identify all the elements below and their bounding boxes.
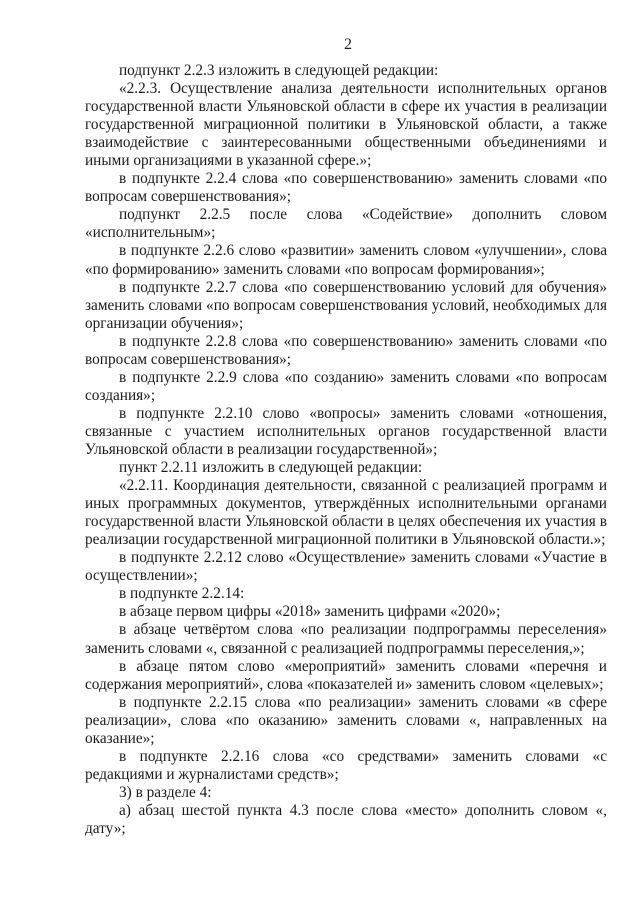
paragraph: в подпункте 2.2.8 слова «по совершенствованию» заменить словами «по вопросам совершенствования»;	[85, 332, 607, 368]
paragraph: «2.2.11. Координация деятельности, связанной с реализацией программ и иных программных документов, утверждённых исполнительными органами государственной власти Ульяновской области в целях обеспечения их участия в реализации государственной миграционной политики в Ульяновской области.»;	[85, 477, 607, 549]
document-body	[85, 62, 607, 838]
paragraph: в подпункте 2.2.9 слова «по созданию» заменить словами «по вопросам создания»;	[85, 368, 607, 404]
document-page	[85, 0, 607, 838]
paragraph: 3) в разделе 4:	[119, 783, 212, 801]
paragraph: в абзаце первом цифры «2018» заменить цифрами «2020»;	[119, 603, 501, 621]
paragraph: пункт 2.2.11 изложить в следующей редакции:	[119, 459, 423, 477]
page-number: 2	[344, 36, 352, 53]
paragraph: в подпункте 2.2.4 слова «по совершенствованию» заменить словами «по вопросам совершенствования»;	[85, 170, 607, 206]
paragraph: в подпункте 2.2.15 слова «по реализации» заменить словами «в сфере реализации», слова «по оказанию» заменить словами «, направленных на оказание»;	[85, 693, 607, 747]
paragraph: подпункт 2.2.5 после слова «Содействие» дополнить словом «исполнительным»;	[85, 206, 607, 242]
paragraph: в подпункте 2.2.12 слово «Осуществление» заменить словами «Участие в осуществлении»;	[85, 549, 607, 585]
paragraph: в подпункте 2.2.16 слова «со средствами» заменить словами «с редакциями и журналистами средств»;	[85, 747, 607, 783]
paragraph: в подпункте 2.2.10 слово «вопросы» заменить словами «отношения, связанные с участием исполнительных органов государственной власти Ульяновской области в реализации государственной»;	[85, 404, 607, 458]
paragraph: в абзаце пятом слово «мероприятий» заменить словами «перечня и содержания мероприятий», слова «показателей и» заменить словом «целевых»;	[85, 657, 607, 693]
paragraph: в абзаце четвёртом слова «по реализации подпрограммы переселения» заменить словами «, связанной с реализацией подпрограммы переселения,»;	[85, 621, 607, 657]
paragraph: в подпункте 2.2.7 слова «по совершенствованию условий для обучения» заменить словами «по вопросам совершенствования условий, необходимых для организации обучения»;	[85, 278, 607, 332]
paragraph: «2.2.3. Осуществление анализа деятельности исполнительных органов государственной власти Ульяновской области в сфере их участия в реализации государственной миграционной политики в Ульяновской области, а также взаимодействие с заинтересованными общественными объединениями и иными организациями в указанной сфере.»;	[85, 80, 607, 170]
paragraph: а) абзац шестой пункта 4.3 после слова «место» дополнить словом «, дату»;	[85, 801, 607, 837]
paragraph: в подпункте 2.2.6 слово «развитии» заменить словом «улучшении», слова «по формированию» заменить словами «по вопросам формирования»;	[85, 242, 607, 278]
paragraph: в подпункте 2.2.14:	[119, 585, 245, 603]
paragraph: подпункт 2.2.3 изложить в следующей редакции:	[119, 62, 439, 79]
